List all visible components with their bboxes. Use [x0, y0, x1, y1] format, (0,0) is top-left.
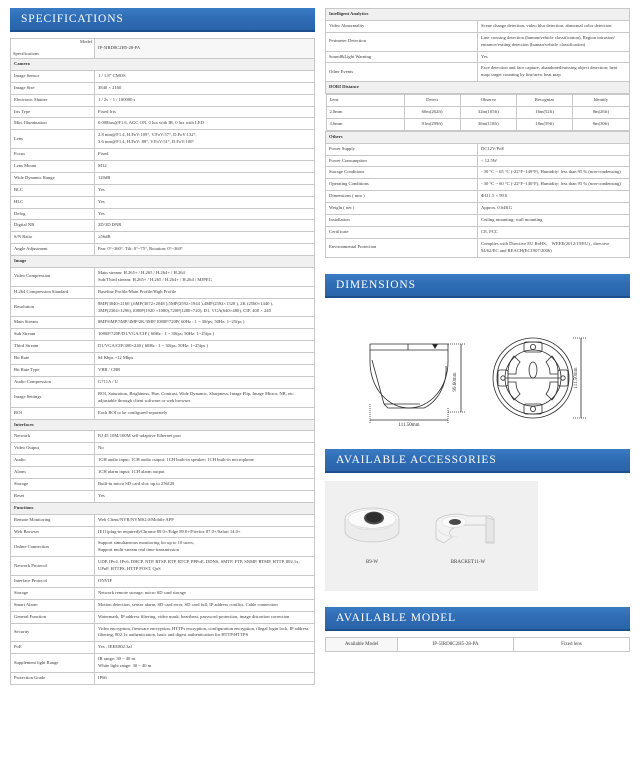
available-model-label: Available Model [326, 637, 398, 651]
table-row [11, 353, 315, 365]
accessory-item-0 [341, 503, 403, 565]
row-label: Min. Illumination [11, 118, 95, 130]
row-value: 1CH alarm input; 1CH alarm output [95, 467, 315, 479]
accessory-caption-1: BRACKET11-W [450, 559, 486, 565]
table-row [326, 32, 630, 51]
row-value: Yes [95, 490, 315, 502]
model-label: Model [80, 39, 92, 44]
table-row [11, 161, 315, 173]
row-label: S/N Ratio [11, 232, 95, 244]
dori-observe: 36m(118ft) [460, 118, 516, 130]
table-row [326, 191, 630, 203]
row-value: CE, FCC [478, 226, 630, 238]
table-row [11, 341, 315, 353]
table-row [11, 587, 315, 599]
wall-bracket-icon [428, 509, 508, 553]
table-row [11, 557, 315, 576]
row-value: G711A / U [95, 376, 315, 388]
side-view-height-label: 99.60mm [452, 372, 458, 392]
intelligent-analytics-table [325, 8, 630, 258]
table-row [11, 130, 315, 149]
table-row [11, 443, 315, 455]
table-row [326, 637, 630, 651]
row-label: Perimeter Detection [326, 32, 478, 51]
accessory-caption-0: B9-W [365, 559, 379, 565]
side-view-width-label: 111.50mm [397, 422, 420, 428]
available-accessories-banner: AVAILABLE ACCESSORIES [325, 449, 630, 473]
junction-box-icon [341, 503, 403, 553]
table-row [11, 196, 315, 208]
row-value: M12 [95, 161, 315, 173]
table-row [11, 623, 315, 642]
row-label: Image Sensor [11, 70, 95, 82]
row-label: Network [11, 431, 95, 443]
row-label: BLC [11, 184, 95, 196]
row-value: 120dB [95, 172, 315, 184]
row-value: ≥56dB [95, 232, 315, 244]
row-label: Operating Conditions [326, 179, 478, 191]
row-value: Yes [95, 196, 315, 208]
row-value: - 30 °C ~ 65 °C (-22°F~149°F), Humidity: less than 95 % (non-condensing) [478, 167, 630, 179]
row-value: 2D/3D DNR [95, 220, 315, 232]
table-row [326, 51, 630, 63]
row-value: Network remote storage; micro SD card storage [95, 587, 315, 599]
row-value: Support simultaneous monitoring for up to 10 users; Support multi-stream real time transmission [95, 538, 315, 557]
table-row [11, 118, 315, 130]
row-label: Other Events [326, 63, 478, 82]
row-value: Web Client/NVR/NVMS2.0/Mobile APP [95, 514, 315, 526]
table-row [326, 167, 630, 179]
row-value: Main stream: H.265+ / H.265 / H.264+ / H.264 Sub/Third stream: H.265+ / H.265 / H.264+ / H.264 / MJPEG [95, 268, 315, 287]
row-value: Built-in micro SD card slot; up to 256GB [95, 478, 315, 490]
row-value: Yes [478, 51, 630, 63]
table-row [11, 538, 315, 557]
dori-recognize: 16m(52ft) [517, 107, 573, 119]
row-value: Ceiling mounting; wall mounting [478, 215, 630, 227]
available-model-table [325, 637, 630, 652]
row-label: Defog [11, 208, 95, 220]
row-value: Watermark, IP address filtering, video mask, heartbeat, password protection, image distortion correction [95, 611, 315, 623]
row-label: Main Stream [11, 317, 95, 329]
table-row [11, 672, 315, 684]
table-row [11, 94, 315, 106]
row-label: Angle Adjustment [11, 244, 95, 256]
table-row [11, 654, 315, 673]
row-value: Yes , IEEE802.3af [95, 642, 315, 654]
accessories-gallery [325, 481, 538, 591]
row-value: Yes [95, 208, 315, 220]
table-row [11, 514, 315, 526]
row-label: Sound&Light Warning [326, 51, 478, 63]
group-title: Camera [11, 59, 315, 71]
row-value: ROI, Saturation, Brightness, Hue, Contrast, Wide Dynamic, Sharpness, Image Flip, Image Mirror, NR, etc. adjustable through client software or web browser [95, 388, 315, 407]
table-row [11, 455, 315, 467]
table-row [11, 82, 315, 94]
table-row [11, 149, 315, 161]
row-value: IE11(plug-in required)/Chrome 89.0+/Edge 89.0+/Firefox 87.0+/Safari 14.0+ [95, 526, 315, 538]
dori-identify: 9m(30ft) [573, 118, 629, 130]
dori-column-header: Recognize [517, 95, 573, 107]
available-model-value: IP-5IRD8C2H5-28-PA [398, 637, 514, 651]
dori-column-header: Lens [326, 95, 404, 107]
table-group-row [326, 9, 630, 21]
row-value: Each ROI to be configured separately [95, 407, 315, 419]
row-label: Supplement light Range [11, 654, 95, 673]
table-row [11, 317, 315, 329]
group-title: DORI Distance [326, 82, 630, 94]
row-value: 2.8 mm@F1.4, H.FoV:109°, V.FoV:57°, D.FoV:132°; 3.6 mm@F1.4, H.FoV: 88°, V.FoV:51°, D.FoV:100° [95, 130, 315, 149]
row-value: 1CH audio input; 1CH audio output; 1CH built-in speaker; 1CH built-in microphone [95, 455, 315, 467]
table-group-row [11, 256, 315, 268]
row-label: Online Connection [11, 538, 95, 557]
row-value: ONVIF [95, 575, 315, 587]
row-value: DC12V/PoE [478, 143, 630, 155]
row-value: No [95, 443, 315, 455]
dori-table-row [326, 94, 630, 132]
row-value: Pan: 0°~360°, Tilt: 0°~75°, Rotation: 0°~360° [95, 244, 315, 256]
row-label: Bit Rate Type [11, 365, 95, 377]
row-value: IR range: 30 ~ 40 m White light range: 30 ~ 40 m [95, 654, 315, 673]
table-row [326, 238, 630, 257]
table-row [11, 232, 315, 244]
table-row [11, 467, 315, 479]
row-label: Alarm [11, 467, 95, 479]
table-group-row [326, 82, 630, 94]
table-row [11, 286, 315, 298]
row-value: - 30 °C ~ 60 °C (-22°F~140°F), Humidity: less than 95 % (non-condensing) [478, 179, 630, 191]
row-label: Dimensions ( mm ) [326, 191, 478, 203]
row-value: 64 Kbps ~12 Mbps [95, 353, 315, 365]
row-label: Bit Rate [11, 353, 95, 365]
row-value: 1 / 1.8" CMOS [95, 70, 315, 82]
row-value: Approx. 0.64KG [478, 203, 630, 215]
row-value: Baseline Profile/Main Profile/High Profile [95, 286, 315, 298]
row-label: HLC [11, 196, 95, 208]
row-label: Focus [11, 149, 95, 161]
row-label: Resolution [11, 298, 95, 317]
table-row [326, 203, 630, 215]
dori-row [326, 118, 629, 130]
dori-identify: 8m(26ft) [573, 107, 629, 119]
specifications-label: Specifications [13, 51, 40, 57]
table-row [11, 611, 315, 623]
dori-detect: 60m(262ft) [404, 107, 460, 119]
row-label: PoE [11, 642, 95, 654]
row-label: Security [11, 623, 95, 642]
dori-distance-table [326, 94, 630, 131]
dori-header-row [326, 95, 629, 107]
dori-column-header: Observe [460, 95, 516, 107]
accessory-item-1 [428, 509, 508, 565]
row-value: Fixed [95, 149, 315, 161]
row-value: Line crossing detection (human/vehicle classification), Region intrusion/ entrance/exiting detection (human/vehicle classification) [478, 32, 630, 51]
row-label: Remote Monitoring [11, 514, 95, 526]
row-value: RJ 45 10M/100M self-adaptive Ethernet port [95, 431, 315, 443]
dimension-diagrams [328, 304, 628, 444]
row-value: Φ111.5 × 99.6 [478, 191, 630, 203]
specifications-banner: SPECIFICATIONS [10, 8, 315, 32]
row-label: Installation [326, 215, 478, 227]
table-group-row [11, 502, 315, 514]
row-value: Yes [95, 184, 315, 196]
table-row [11, 329, 315, 341]
table-row [326, 179, 630, 191]
row-label: Interface Protocol [11, 575, 95, 587]
row-label: Smart Alarm [11, 599, 95, 611]
available-model-lens: Fixed lens [514, 637, 630, 651]
table-row [11, 268, 315, 287]
dori-row [326, 107, 629, 119]
dori-column-header: Identify [573, 95, 629, 107]
spacer [325, 591, 630, 607]
table-group-row [11, 419, 315, 431]
row-label: Storage [11, 478, 95, 490]
row-label: Wide Dynamic Range [11, 172, 95, 184]
row-label: Digital NR [11, 220, 95, 232]
table-row [11, 172, 315, 184]
table-row [11, 70, 315, 82]
table-row [326, 155, 630, 167]
row-value: Scene change detection, video blur detection, abnormal color detection [478, 20, 630, 32]
row-value: Face detection and face capture, abandoned/missing object detection; heat map; target counting by line/area, heat map [478, 63, 630, 82]
row-label: Storage [11, 587, 95, 599]
table-group-row [326, 131, 630, 143]
row-value: Video encryption, firmware encryption, HTTPs encryption, configuration encryption, illegal login lock, IP address filtering, 802.1x authentication, basic and digest authentication for HTTP/HTTPS [95, 623, 315, 642]
spec-model-diagonal-header [11, 39, 95, 59]
row-value: IP66 [95, 672, 315, 684]
right-column [325, 8, 630, 764]
row-label: Iris Type [11, 106, 95, 118]
row-value: Complies with Directive EU RoHS、 WEEE(2012/19/EU) , directive 94/62/EC and REACH(EC1907/2006) [478, 238, 630, 257]
row-label: Video Output [11, 443, 95, 455]
row-value: 8MP(3840×2160 ),6MP(3072×2048 ),5MP(2592×1944 ),4MP(2592×1520 ), 2K (2560×1440 ), 3MP(2304×1296),1080P(1920 ×1080),720P(1280×720), D1, VGA(640×480), CIF, 400 × 240 [95, 298, 315, 317]
group-title: Others [326, 131, 630, 143]
table-row [11, 526, 315, 538]
row-label: Protection Grade [11, 672, 95, 684]
row-value: < 12.5W [478, 155, 630, 167]
table-row [326, 226, 630, 238]
row-label: Sub Stream [11, 329, 95, 341]
table-row [326, 20, 630, 32]
row-label: Reset [11, 490, 95, 502]
row-label: Weight ( net ) [326, 203, 478, 215]
table-row [11, 431, 315, 443]
row-label: Video Abnormality [326, 20, 478, 32]
dimensions-drawing [325, 304, 630, 449]
row-label: Lens [11, 130, 95, 149]
row-value: Fixed Iris [95, 106, 315, 118]
table-row [11, 575, 315, 587]
table-row [11, 478, 315, 490]
table-row [11, 388, 315, 407]
table-row [11, 220, 315, 232]
row-value: Motion detection, sensor alarm, SD card error, SD card full, IP address conflict, Cable connection [95, 599, 315, 611]
group-title: Intelligent Analytics [326, 9, 630, 21]
table-row [11, 490, 315, 502]
table-row [11, 642, 315, 654]
row-label: Power Consumption [326, 155, 478, 167]
row-label: Power Supply [326, 143, 478, 155]
row-label: Image Settings [11, 388, 95, 407]
table-row [11, 599, 315, 611]
row-value: VBR / CBR [95, 365, 315, 377]
specifications-table [10, 38, 315, 685]
row-value: UDP, IPv4, IPv6, DHCP, NTP, RTSP, RTP, RTCP, PPPoE, DDNS, SMTP, FTP, SNMP, RTMP, HTTP, 802.1x, UPnP, HTTPS, HTTP POST, QoS [95, 557, 315, 576]
row-label: Image Size [11, 82, 95, 94]
model-header-row [11, 39, 315, 59]
dori-observe: 32m(105ft) [460, 107, 516, 119]
dori-table-container [326, 94, 630, 132]
row-value: 3840 × 2160 [95, 82, 315, 94]
dori-lens: 3.6mm [326, 118, 404, 130]
available-model-banner: AVAILABLE MODEL [325, 607, 630, 631]
spacer [325, 258, 630, 274]
row-label: Lens Mount [11, 161, 95, 173]
row-label: Storage Conditions [326, 167, 478, 179]
row-label: Audio [11, 455, 95, 467]
row-label: Audio Compression [11, 376, 95, 388]
row-label: Certificate [326, 226, 478, 238]
row-label: Network Protocol [11, 557, 95, 576]
table-row [326, 215, 630, 227]
left-column [10, 8, 315, 764]
dori-column-header: Detect [404, 95, 460, 107]
table-group-row [11, 59, 315, 71]
table-row [11, 184, 315, 196]
row-label: Environmental Protection [326, 238, 478, 257]
row-label: Electronic Shutter [11, 94, 95, 106]
group-title: Interfaces [11, 419, 315, 431]
table-row [11, 106, 315, 118]
model-number-value: IP-5IRD8C2H5-28-PA [95, 39, 315, 59]
row-label: H.264 Compression Standard [11, 286, 95, 298]
dori-recognize: 18m(59ft) [517, 118, 573, 130]
table-row [11, 376, 315, 388]
table-row [11, 365, 315, 377]
row-value: 0.008lux@F1.6, AGC ON, 0 lux with IR, 0 lux with LED [95, 118, 315, 130]
group-title: Image [11, 256, 315, 268]
table-row [11, 244, 315, 256]
table-row [326, 63, 630, 82]
dimensions-banner: DIMENSIONS [325, 274, 630, 298]
row-label: Third Stream [11, 341, 95, 353]
row-value: 1080P/720P/D1/VGA/CIF ( 60Hz : 1 ~ 30fps; 50Hz: 1~25fps ) [95, 329, 315, 341]
top-view-diameter-label: 111.50mm [573, 367, 579, 389]
row-label: ROI [11, 407, 95, 419]
table-row [11, 407, 315, 419]
row-label: Video Compression [11, 268, 95, 287]
table-row [11, 298, 315, 317]
table-row [326, 143, 630, 155]
row-value: D1/VGA/CIF/400×240 ( 60Hz : 1 ~ 30fps; 50Hz: 1~25fps ) [95, 341, 315, 353]
row-value: 8MP/6MP/5MP/4MP/2K/3MP/1080P/720P( 60Hz : 1 ~ 30fps; 50Hz: 1~25fps ) [95, 317, 315, 329]
group-title: Functions [11, 502, 315, 514]
row-value: 1 / 2s ~ 1 / 100000 s [95, 94, 315, 106]
table-row [11, 208, 315, 220]
row-label: General Function [11, 611, 95, 623]
row-label: Web Browser [11, 526, 95, 538]
dori-detect: 91m(299ft) [404, 118, 460, 130]
dori-lens: 2.8mm [326, 107, 404, 119]
